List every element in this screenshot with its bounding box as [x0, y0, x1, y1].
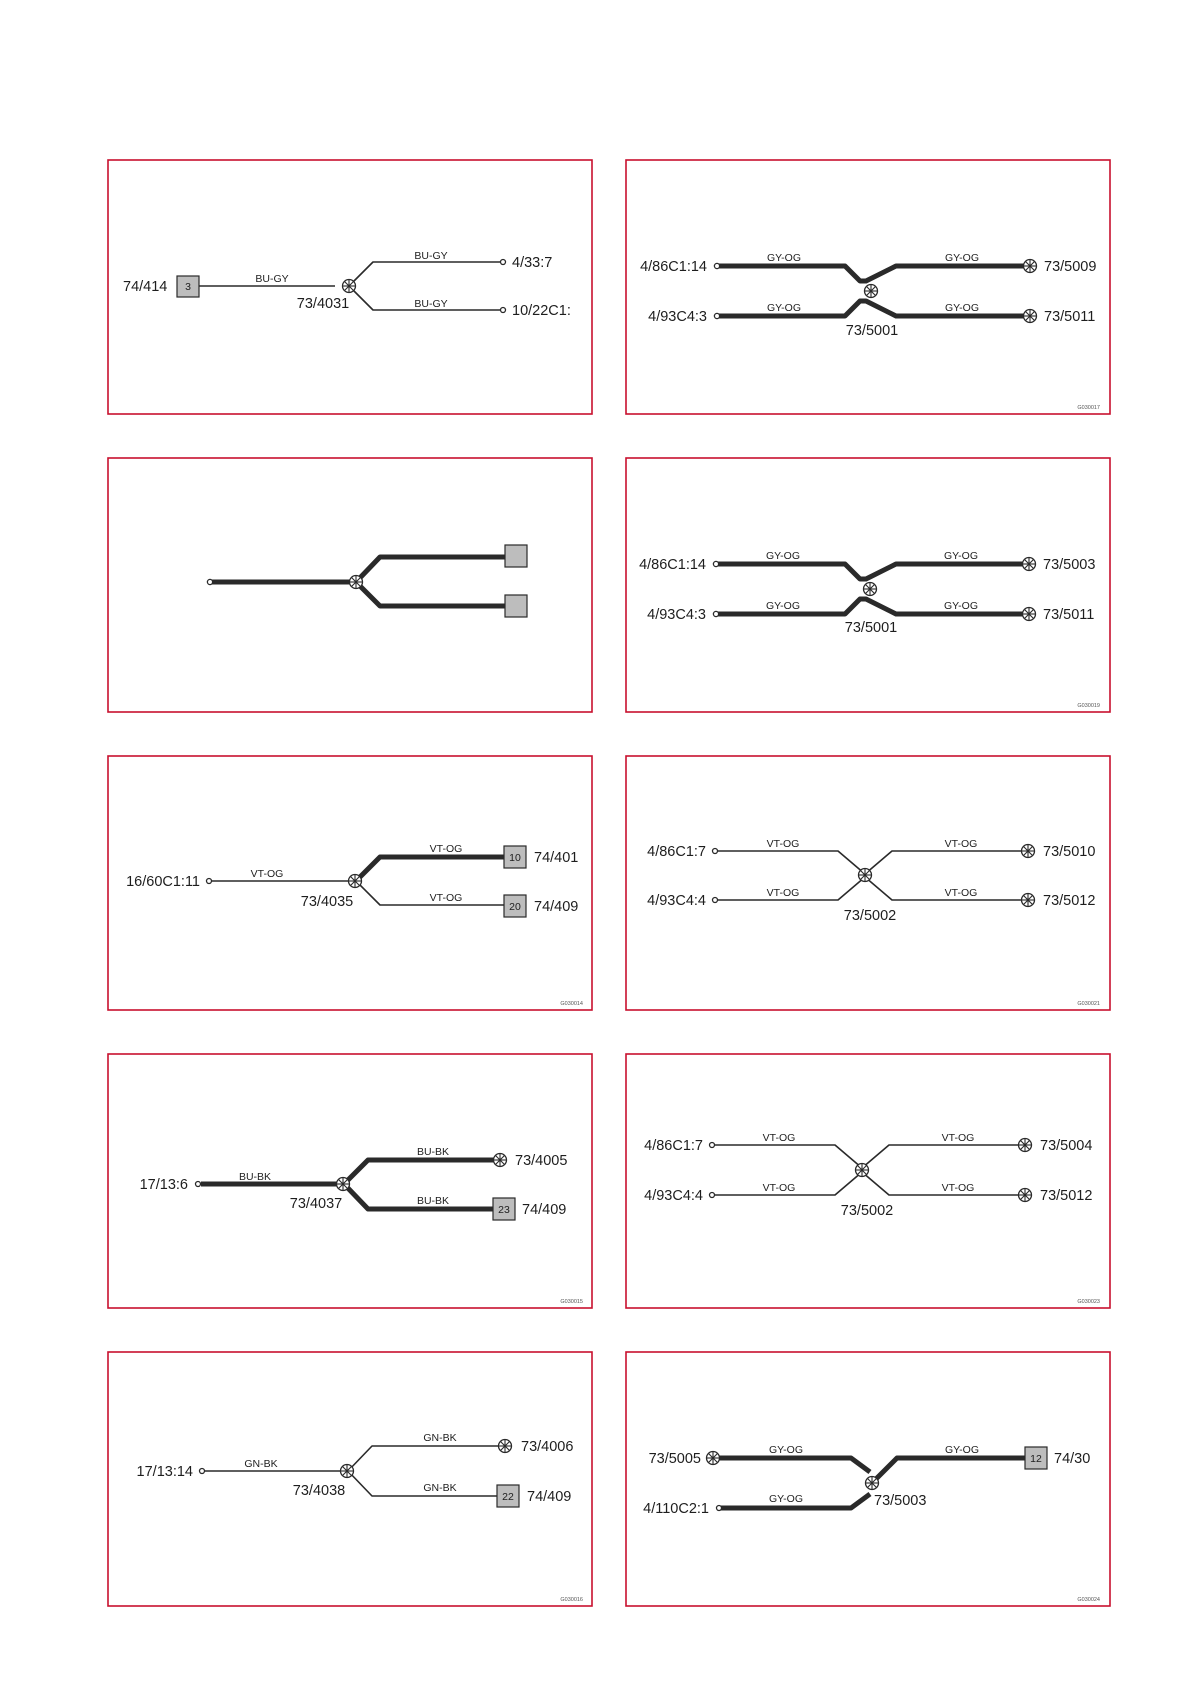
- terminal-icon: [200, 1469, 205, 1474]
- figure-code: G030019: [1077, 703, 1100, 709]
- wire-color-label: VT-OG: [762, 1132, 796, 1144]
- panel-10: [626, 1352, 1110, 1606]
- connector-label: 73/5011: [1044, 309, 1096, 325]
- connector-label: 73/4005: [515, 1153, 568, 1169]
- wire: [348, 1446, 499, 1471]
- terminal-icon: [501, 260, 506, 265]
- splice-icon: [1019, 1139, 1032, 1152]
- connector-label: 4/86C1:7: [647, 844, 706, 860]
- terminal-icon: [713, 611, 718, 616]
- connector-box-number: 22: [502, 1491, 514, 1503]
- terminal-icon: [710, 1193, 715, 1198]
- panel-1: [108, 160, 592, 414]
- connector-label: 4/93C4:4: [647, 893, 706, 909]
- panel-frame: [626, 1054, 1110, 1308]
- splice-icon: [350, 576, 363, 589]
- connector-label: 73/5009: [1044, 259, 1097, 275]
- wire-color-label: GN-BK: [423, 1482, 457, 1494]
- connector-label: 10/22C1:: [512, 303, 571, 319]
- panel-2: [626, 160, 1110, 414]
- connector-label: 74/414: [123, 279, 168, 295]
- wire-color-label: GY-OG: [766, 302, 802, 314]
- connector-label: 74/409: [534, 899, 579, 915]
- connector-label: 4/86C1:14: [640, 259, 707, 275]
- connector-box-number: 3: [185, 281, 191, 293]
- panel-3: [108, 458, 592, 712]
- figure-code: G030024: [1077, 1597, 1100, 1603]
- panel-frame: [626, 756, 1110, 1010]
- wire: [716, 564, 1026, 579]
- wire: [356, 857, 504, 881]
- connector-box-number: 20: [509, 901, 521, 913]
- connector-label: 73/5004: [1040, 1138, 1093, 1154]
- splice-label: 73/5002: [843, 908, 897, 924]
- terminal-icon: [710, 1143, 715, 1148]
- figure-code: G030021: [1077, 1001, 1100, 1007]
- wire: [716, 599, 1026, 614]
- splice-label: 73/4038: [292, 1483, 346, 1499]
- terminal-icon: [713, 849, 718, 854]
- splice-label: 73/5002: [840, 1203, 894, 1219]
- splice-icon: [707, 1452, 720, 1465]
- wire-color-label: VT-OG: [941, 1182, 975, 1194]
- wire-color-label: BU-GY: [414, 250, 448, 262]
- wire-color-label: GY-OG: [944, 1444, 980, 1456]
- terminal-icon: [714, 313, 719, 318]
- splice-icon: [341, 1465, 354, 1478]
- splice-icon: [1024, 310, 1037, 323]
- wire: [356, 582, 505, 606]
- panel-6: [626, 756, 1110, 1010]
- splice-icon: [1019, 1189, 1032, 1202]
- splice-icon: [865, 285, 878, 298]
- panel-4: [626, 458, 1110, 712]
- connector-box-number: 10: [509, 852, 521, 864]
- wire-color-label: GY-OG: [765, 600, 801, 612]
- wire: [872, 1458, 1028, 1483]
- terminal-icon: [207, 579, 212, 584]
- connector-label: 74/401: [534, 850, 579, 866]
- connector-label: 17/13:14: [136, 1464, 193, 1480]
- wire-color-label: VT-OG: [944, 838, 978, 850]
- figure-code: G030014: [560, 1001, 583, 1007]
- connector-label: 4/33:7: [512, 255, 553, 271]
- wire-color-label: BU-GY: [414, 298, 448, 310]
- panel-9: [108, 1352, 592, 1606]
- connector-box: [505, 545, 527, 567]
- connector-label: 4/86C1:14: [639, 557, 706, 573]
- wire: [713, 1172, 1021, 1195]
- figure-code: G030015: [560, 1299, 583, 1305]
- splice-icon: [1022, 894, 1035, 907]
- splice-icon: [859, 869, 872, 882]
- connector-label: 4/86C1:7: [644, 1138, 703, 1154]
- panel-7: [108, 1054, 592, 1308]
- wire-color-label: GY-OG: [768, 1493, 804, 1505]
- connector-label: 73/5012: [1040, 1188, 1093, 1204]
- wire-color-label: GY-OG: [944, 302, 980, 314]
- splice-label: 73/5001: [845, 323, 899, 339]
- splice-icon: [1022, 845, 1035, 858]
- connector-label: 16/60C1:11: [126, 874, 200, 890]
- wire: [717, 301, 1027, 316]
- connector-label: 73/5010: [1043, 844, 1096, 860]
- wire-color-label: GY-OG: [943, 550, 979, 562]
- wire-color-label: VT-OG: [429, 843, 463, 855]
- figure-code: G030017: [1077, 405, 1100, 411]
- splice-icon: [337, 1178, 350, 1191]
- wire-color-label: GY-OG: [766, 252, 802, 264]
- splice-icon: [1023, 558, 1036, 571]
- splice-label: 73/5001: [844, 620, 898, 636]
- splice-label: 73/4035: [300, 894, 354, 910]
- splice-label: 73/5003: [874, 1493, 927, 1509]
- figure-code: G030023: [1077, 1299, 1100, 1305]
- splice-icon: [349, 875, 362, 888]
- wire-color-label: GN-BK: [423, 1432, 457, 1444]
- connector-label: 73/4006: [521, 1439, 574, 1455]
- wire: [713, 1145, 1021, 1168]
- wire-color-label: BU-GY: [255, 273, 289, 285]
- wire: [719, 1458, 870, 1472]
- wire-color-label: VT-OG: [250, 868, 284, 880]
- splice-icon: [856, 1164, 869, 1177]
- terminal-icon: [196, 1182, 201, 1187]
- wire-color-label: BU-BK: [238, 1171, 272, 1183]
- splice-label: 73/4031: [296, 296, 350, 312]
- terminal-icon: [501, 308, 506, 313]
- wire-color-label: GY-OG: [943, 600, 979, 612]
- wire: [349, 262, 500, 286]
- splice-label: 73/4037: [289, 1196, 343, 1212]
- wire-color-label: GY-OG: [944, 252, 980, 264]
- wire-color-label: VT-OG: [944, 887, 978, 899]
- connector-label: 74/409: [527, 1489, 572, 1505]
- splice-icon: [343, 280, 356, 293]
- terminal-icon: [207, 879, 212, 884]
- splice-icon: [1024, 260, 1037, 273]
- connector-label: 74/409: [522, 1202, 567, 1218]
- panel-5: [108, 756, 592, 1010]
- panel-8: [626, 1054, 1110, 1308]
- wire-color-label: VT-OG: [762, 1182, 796, 1194]
- connector-box-number: 12: [1030, 1453, 1042, 1465]
- wire: [344, 1160, 495, 1184]
- wire-color-label: BU-BK: [416, 1195, 450, 1207]
- terminal-icon: [714, 263, 719, 268]
- wire: [356, 557, 505, 582]
- wire: [717, 266, 1027, 281]
- connector-label: 17/13:6: [139, 1177, 188, 1193]
- terminal-icon: [713, 898, 718, 903]
- figure-code: G030016: [560, 1597, 583, 1603]
- splice-icon: [494, 1154, 507, 1167]
- wire-color-label: VT-OG: [941, 1132, 975, 1144]
- wire-color-label: VT-OG: [766, 887, 800, 899]
- connector-label: 4/93C4:3: [648, 309, 707, 325]
- connector-label: 73/5011: [1043, 607, 1095, 623]
- splice-icon: [499, 1440, 512, 1453]
- terminal-icon: [713, 561, 718, 566]
- connector-label: 4/93C4:3: [647, 607, 706, 623]
- wire-color-label: GY-OG: [765, 550, 801, 562]
- splice-icon: [1023, 608, 1036, 621]
- connector-label: 74/30: [1054, 1451, 1091, 1467]
- connector-label: 4/110C2:1: [643, 1501, 709, 1517]
- wire-color-label: VT-OG: [766, 838, 800, 850]
- splice-icon: [866, 1477, 879, 1490]
- connector-label: 4/93C4:4: [644, 1188, 703, 1204]
- connector-box-number: 23: [498, 1204, 510, 1216]
- connector-label: 73/5003: [1043, 557, 1096, 573]
- wire-color-label: VT-OG: [429, 892, 463, 904]
- wire-color-label: BU-BK: [416, 1146, 450, 1158]
- wire-color-label: GY-OG: [768, 1444, 804, 1456]
- wire-color-label: GN-BK: [244, 1458, 278, 1470]
- wire: [716, 877, 1024, 900]
- connector-label: 73/5005: [648, 1451, 701, 1467]
- splice-icon: [864, 583, 877, 596]
- connector-box: [505, 595, 527, 617]
- connector-label: 73/5012: [1043, 893, 1096, 909]
- terminal-icon: [717, 1506, 722, 1511]
